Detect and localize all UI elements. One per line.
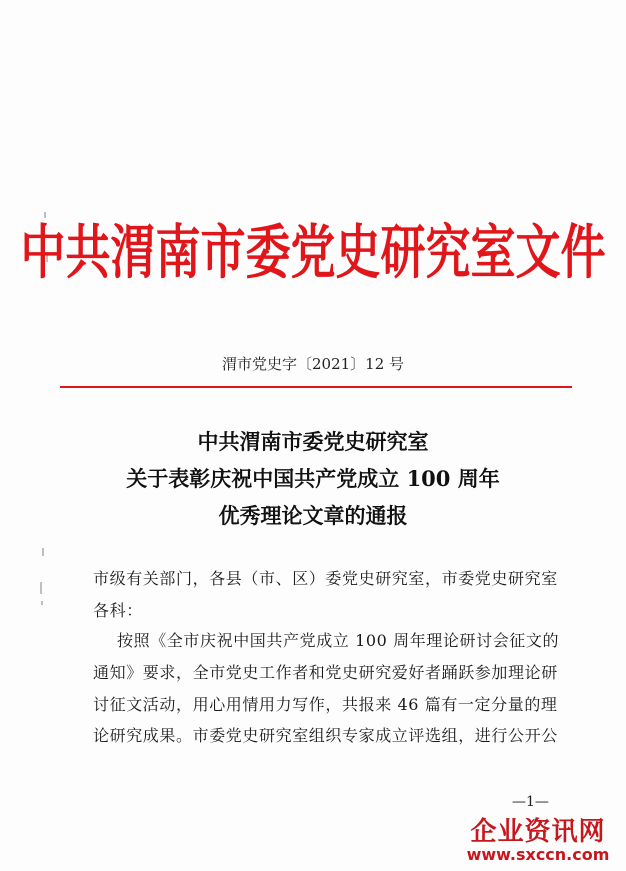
scan-mark-4 bbox=[40, 582, 42, 594]
body-line-3: 按照《全市庆祝中国共产党成立 100 周年理论研讨会征文的 bbox=[117, 631, 560, 650]
body-line-1: 市级有关部门，各县（市、区）委党史研究室，市委党史研究室 bbox=[93, 569, 558, 588]
site-watermark bbox=[463, 818, 613, 864]
notice-title-line-2: 关于表彰庆祝中国共产党成立 100 周年 bbox=[126, 466, 500, 491]
watermark-site-name: 企业资讯网 bbox=[470, 817, 606, 847]
body-line-2: 各科： bbox=[93, 601, 143, 620]
document-number: 渭市党史字〔2021〕12 号 bbox=[221, 355, 405, 373]
header-red-rule bbox=[60, 386, 572, 388]
document-header-title: 中共渭南市委党史研究室文件 bbox=[20, 218, 606, 287]
notice-title-line-1: 中共渭南市委党史研究室 bbox=[197, 429, 429, 454]
notice-title-line-3: 优秀理论文章的通报 bbox=[218, 503, 408, 528]
body-line-6: 论研究成果。市委党史研究室组织专家成立评选组，进行公开公 bbox=[93, 726, 558, 745]
body-line-5: 讨征文活动，用心用情用力写作，共报来 46 篇有一定分量的理 bbox=[93, 695, 558, 714]
body-line-4: 通知》要求，全市党史工作者和党史研究爱好者踊跃参加理论研 bbox=[93, 663, 558, 682]
scan-mark-5 bbox=[41, 601, 43, 605]
scan-mark-3 bbox=[42, 548, 44, 556]
page-number: —1— bbox=[512, 794, 549, 810]
watermark-url: www.sxccn.com bbox=[466, 845, 610, 864]
